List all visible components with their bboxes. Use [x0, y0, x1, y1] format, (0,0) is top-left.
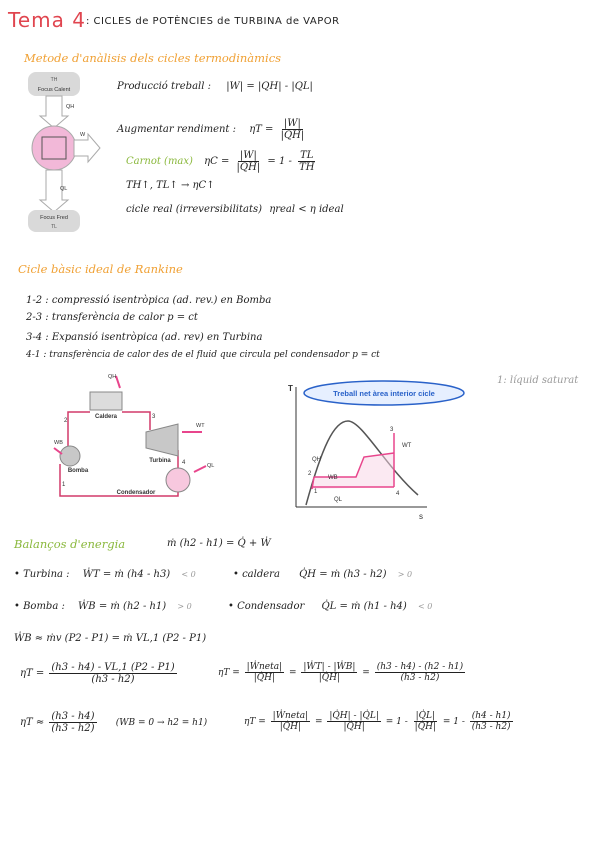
- s-axis-label: s: [419, 512, 423, 521]
- work-arrow: [74, 134, 100, 162]
- rankine-step-number: 1-2 :: [26, 295, 49, 306]
- eta4-denominator-4: (h3 - h2): [471, 722, 511, 732]
- pump-circle: [60, 446, 80, 466]
- efficiency-formula-1: [20, 662, 179, 685]
- carnot-line: [126, 150, 318, 173]
- rankine-step: [26, 350, 380, 360]
- turbina-balance: [14, 569, 196, 580]
- eta2-numerator-3: (h3 - h4) - (h2 - h1): [376, 662, 464, 672]
- rankine-step-text: Expansió isentròpica (ad. rev) en Turbina: [51, 332, 263, 343]
- work-production-line: [117, 81, 313, 92]
- work-equation: |W| = |QH| - |QL|: [226, 81, 313, 92]
- carnot-fraction-2: [297, 150, 316, 173]
- qh-arrow: [40, 96, 68, 128]
- rankine-step-number: 2-3 :: [26, 312, 49, 323]
- carnot-label: Carnot (max): [126, 156, 193, 167]
- bomba-balance: [14, 601, 192, 612]
- eta4-mid-2: = 1 -: [442, 717, 465, 727]
- turbina-label: • Turbina :: [14, 569, 70, 580]
- rankine-step: [26, 332, 262, 343]
- efficiency-label: Augmentar rendiment :: [117, 124, 236, 135]
- caldera-sign: > 0: [397, 570, 413, 579]
- eta3-numerator: (h3 - h4): [51, 711, 95, 722]
- ql-label: QL: [60, 186, 68, 192]
- eta1-fraction: [49, 662, 176, 685]
- efficiency-denominator: |QH|: [280, 130, 305, 141]
- eta2-denominator-3: (h3 - h2): [400, 673, 440, 683]
- efficiency-formula-4: ηT = $\frac{\text{|Ẇneta|}}{|Q̇H|}$ = $\frac{|Q̇H| - |Q̇L|}{|Q̇H|}$ = 1 - $\frac{|Q̇L|}{|Q̇H|}$ = 1 - $\frac{(h4 - h1)}{(h3 - h2)}$: [244, 711, 511, 732]
- qh-input-arrow: [116, 376, 120, 388]
- efficiency-formula-3: [20, 711, 207, 734]
- wt-label: WT: [196, 423, 205, 429]
- condensador-label: • Condensador: [228, 601, 305, 612]
- ts-diagram: [282, 377, 472, 522]
- net-work-area: [312, 453, 394, 489]
- section-analysis-heading: Metode d'anàlisis dels cicles termodinàmics: [24, 51, 282, 65]
- eta2-denominator-1: |Q̇H|: [253, 673, 276, 683]
- real-cycle-label: cicle real (irreversibilitats): [126, 204, 263, 215]
- state-2-label: 2: [64, 418, 68, 424]
- eta3-denominator: (h3 - h2): [51, 723, 95, 734]
- caldera-balance: [233, 569, 412, 580]
- temperature-trend: TH↑, TL↑ → ηC↑: [126, 180, 215, 191]
- condensador-equation: Q̇L = ṁ (h1 - h4): [321, 601, 407, 612]
- carnot-numerator-2: TL: [300, 150, 314, 161]
- turbina-equation: ẆT = ṁ (h4 - h3): [82, 569, 171, 580]
- rankine-step-number: 4-1 :: [26, 350, 47, 360]
- rankine-step-text: transferència de calor des de el fluid que circula pel condensador p = ct: [49, 350, 380, 360]
- rankine-step: [26, 295, 271, 306]
- ts-qh-label: QH: [312, 457, 321, 463]
- eta4-numerator-3: |Q̇L|: [415, 711, 436, 721]
- efficiency-line: [117, 118, 308, 141]
- section-balances-heading: Balanços d'energia: [14, 537, 126, 551]
- real-cycle-equation: ηreal < η ideal: [269, 204, 344, 215]
- state-3-label: 3: [152, 414, 156, 420]
- section-rankine-heading: Cicle bàsic ideal de Rankine: [18, 262, 183, 276]
- eta4-denominator-1: |Q̇H|: [279, 722, 302, 732]
- wb-label: WB: [54, 440, 63, 446]
- eta4-mid: = 1 -: [385, 717, 408, 727]
- cold-temp-label: TL: [51, 224, 57, 230]
- condenser-circle: [166, 468, 190, 492]
- hot-reservoir-label: Focus Calent: [37, 87, 71, 93]
- rankine-step: [26, 312, 198, 323]
- turbine-shape: [146, 424, 178, 456]
- bomba-label: • Bomba :: [14, 601, 65, 612]
- carnot-denominator-1: |QH|: [236, 162, 261, 173]
- eta4-numerator-4: (h4 - h1): [471, 711, 511, 721]
- eta4-denominator-3: |Q̇H|: [414, 722, 436, 732]
- cold-reservoir-label: Focus Fred: [40, 215, 68, 221]
- ts-wb-label: WB: [328, 475, 338, 481]
- carnot-lhs: ηC =: [204, 156, 230, 167]
- qh-label: QH: [66, 104, 75, 110]
- ql-label: QL: [207, 463, 215, 469]
- bomba-sign: > 0: [177, 602, 192, 611]
- condensador-label: Condensador: [116, 490, 156, 496]
- ts-ql-label: QL: [334, 497, 343, 503]
- rankine-step-number: 3-4 :: [26, 332, 49, 343]
- state-1-label: 1: [62, 482, 66, 488]
- ts-state-2: 2: [308, 471, 312, 477]
- ts-wt-label: WT: [402, 443, 412, 449]
- qh-label: QH: [108, 374, 117, 380]
- rankine-step-text: transferència de calor p = ct: [51, 312, 198, 323]
- caldera-equation: Q̇H = ṁ (h3 - h2): [299, 569, 387, 580]
- eta3-fraction: [49, 711, 96, 734]
- carnot-mid: = 1 -: [267, 156, 292, 167]
- rankine-step-text: compressió isentròpica (ad. rev.) en Bomba: [51, 295, 272, 306]
- pump-work-approx: ẆB ≈ ṁv (P2 - P1) = ṁ VL,1 (P2 - P1): [14, 633, 207, 644]
- work-label: Producció treball :: [117, 81, 211, 92]
- caldera-label: • caldera: [233, 569, 280, 580]
- ts-state-4: 4: [396, 491, 400, 497]
- condensador-balance: [228, 601, 432, 612]
- carnot-numerator-1: |W|: [239, 150, 257, 161]
- eta2-numerator-1: |Ẇneta|: [246, 662, 283, 672]
- eta3-lhs: ηT ≈: [20, 717, 45, 728]
- page-title: Tema 4: [8, 8, 86, 32]
- eta1-numerator: (h3 - h4) - VL,1 (P2 - P1): [51, 662, 175, 673]
- eta4-fraction-1: [271, 711, 310, 732]
- efficiency-numerator: |W|: [283, 118, 301, 129]
- page-subtitle: : CICLES de POTÈNCIES de TURBINA de VAPOR: [86, 16, 340, 27]
- eta4-fraction-4: [470, 711, 513, 732]
- carnot-denominator-2: TH: [299, 162, 315, 173]
- eta4-fraction-3: [413, 711, 438, 732]
- turbina-label: Turbina: [149, 458, 171, 464]
- efficiency-formula-2: ηT = $\frac{\text{|Ẇneta|}}{|Q̇H|}$ = $\frac{\text{|ẆT| - |ẆB|}}{|Q̇H|}$ = $\frac{(h3 - h4) - (h2 - h1)}{(h3 - h2)}$: [218, 662, 464, 683]
- eta4-numerator-1: |Ẇneta|: [272, 711, 309, 721]
- bomba-equation: ẆB = ṁ (h2 - h1): [78, 601, 167, 612]
- eta4-numerator-2: |Q̇H| - |Q̇L|: [329, 711, 379, 721]
- bomba-label: Bomba: [67, 468, 89, 474]
- turbina-sign: < 0: [181, 570, 196, 579]
- eta1-denominator: (h3 - h2): [91, 674, 135, 685]
- eta2-fraction-3: [375, 662, 465, 683]
- eta2-fraction-2: [301, 662, 357, 683]
- caldera-box: [90, 392, 122, 410]
- engine-circle: [32, 126, 76, 170]
- t-axis-label: T: [288, 384, 293, 393]
- line-3: [122, 412, 150, 430]
- energy-balance-equation: ṁ (h2 - h1) = Q̇ + Ẇ: [167, 538, 271, 549]
- condensador-sign: < 0: [418, 602, 433, 611]
- caldera-label: Caldera: [94, 414, 118, 420]
- eta2-numerator-2: |ẆT| - |ẆB|: [303, 662, 356, 672]
- efficiency-fraction: [279, 118, 307, 141]
- eta2-lhs: ηT =: [218, 668, 240, 678]
- eta4-lhs: ηT =: [244, 717, 266, 727]
- eta4-fraction-2: [327, 711, 380, 732]
- ts-state-3: 3: [390, 427, 394, 433]
- w-label: W: [80, 132, 86, 138]
- eta3-note: (WB = 0 → h2 = h1): [115, 718, 208, 728]
- ql-arrow: [194, 466, 206, 472]
- carnot-fraction-1: [235, 150, 263, 173]
- callout-text: Treball net àrea interior cicle: [333, 389, 435, 398]
- rankine-cycle-diagram: [50, 372, 225, 507]
- heat-engine-diagram: [20, 70, 110, 235]
- eta2-fraction-1: [245, 662, 284, 683]
- efficiency-lhs: ηT =: [249, 124, 274, 135]
- hot-temp-label: TH: [50, 77, 58, 83]
- ts-state-1: 1: [314, 489, 318, 495]
- side-note: 1: líquid saturat: [497, 375, 579, 386]
- eta4-denominator-2: |Q̇H|: [343, 722, 365, 732]
- state-4-label: 4: [182, 460, 186, 466]
- eta2-denominator-2: |Q̇H|: [318, 673, 341, 683]
- eta1-lhs: ηT =: [20, 668, 45, 679]
- real-cycle-line: [126, 204, 344, 215]
